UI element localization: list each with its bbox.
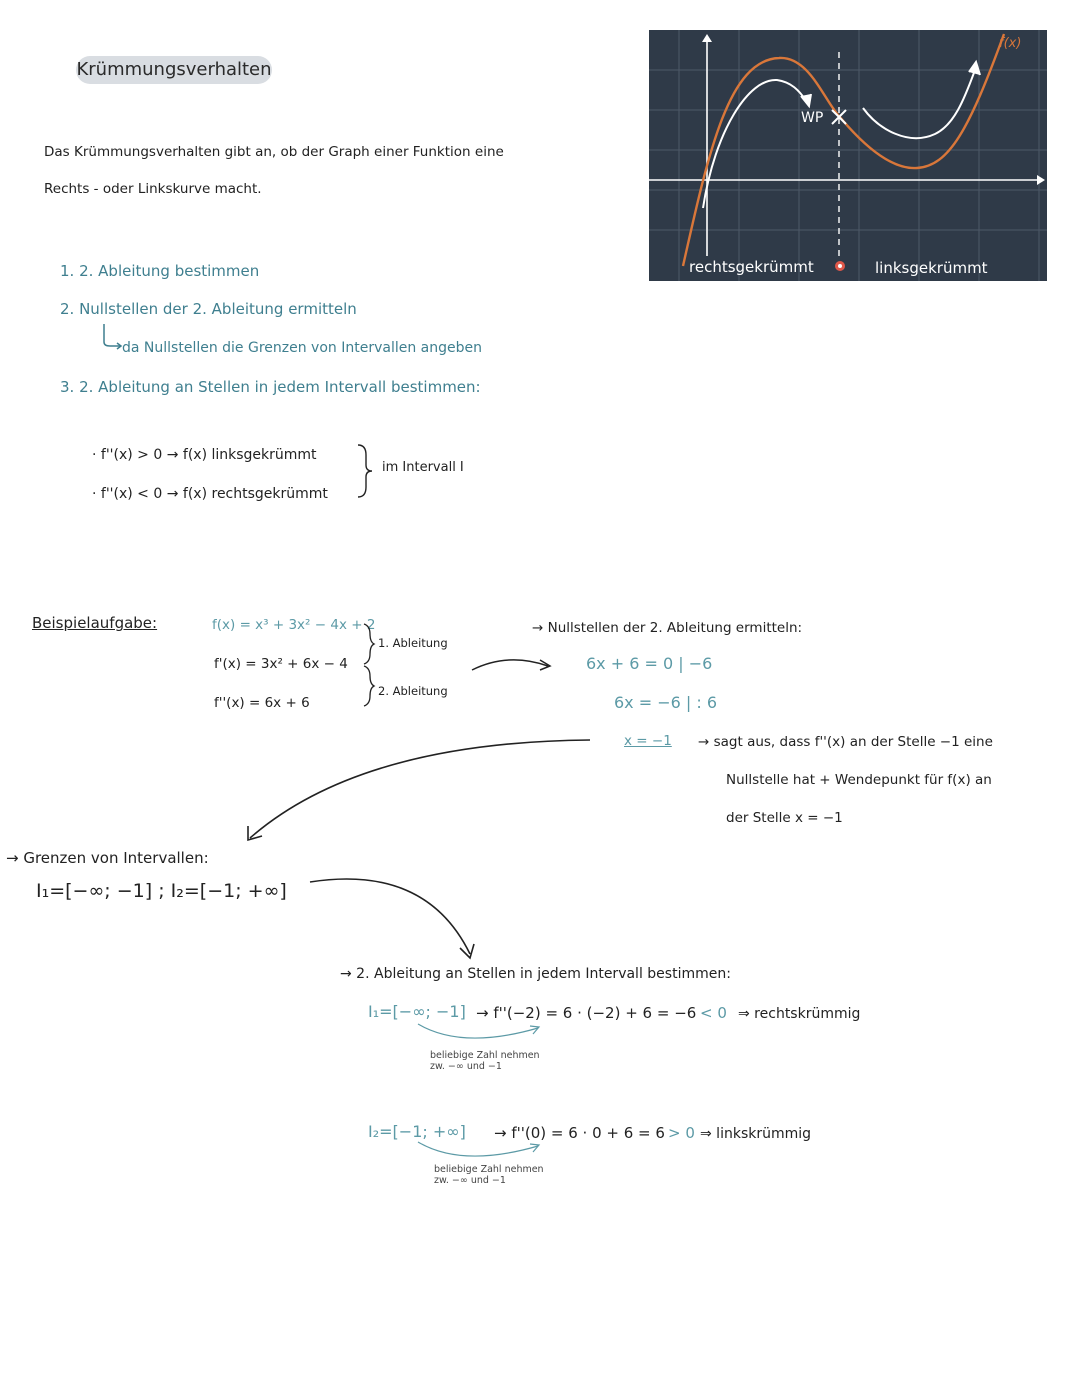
- interval-1-note-2: zw. −∞ und −1: [430, 1061, 502, 1072]
- linksgekruemmt-label: linksgekrümmt: [875, 259, 988, 277]
- explanation-3: der Stelle x = −1: [726, 810, 843, 826]
- function-f: f(x) = x³ + 3x² − 4x + 2: [212, 617, 376, 633]
- interval-label: im Intervall I: [382, 460, 464, 475]
- curvature-graph: [649, 30, 1047, 281]
- fx-label: f(x): [999, 36, 1022, 51]
- interval-1-calc: → f''(−2) = 6 · (−2) + 6 = −6: [476, 1004, 697, 1022]
- interval-1: I₁=[−∞; −1]: [368, 1002, 466, 1021]
- brace-label-1: 1. Ableitung: [378, 636, 448, 650]
- interval-2-note-1: beliebige Zahl nehmen: [434, 1164, 544, 1175]
- grenzen-intervals: I₁=[−∞; −1] ; I₂=[−1; +∞]: [36, 880, 287, 902]
- grenzen-title: → Grenzen von Intervallen:: [6, 849, 209, 867]
- null-title: → Nullstellen der 2. Ableitung ermitteln:: [532, 620, 803, 636]
- equation-2: 6x = −6 | : 6: [614, 693, 718, 712]
- arrow-icon: [468, 650, 554, 676]
- condition-negative: · f''(x) < 0 → f(x) rechtsgekrümmt: [92, 486, 328, 502]
- equation-1: 6x + 6 = 0 | −6: [586, 654, 713, 673]
- rechtsgekruemmt-label: rechtsgekrümmt: [689, 258, 814, 276]
- interval-2-sign: > 0: [668, 1124, 695, 1142]
- interval-2-note-2: zw. −∞ und −1: [434, 1175, 506, 1186]
- interval-1-note-arrow-icon: [412, 1020, 552, 1052]
- derivative-braces-icon: [362, 622, 376, 712]
- step-2: 2. Nullstellen der 2. Ableitung ermitteln: [60, 300, 357, 318]
- example-label: Beispielaufgabe:: [32, 614, 158, 632]
- page-title: Krümmungsverhalten: [76, 56, 272, 84]
- function-f2: f''(x) = 6x + 6: [214, 695, 310, 711]
- ableitung-title: → 2. Ableitung an Stellen in jedem Intervall bestimmen:: [340, 966, 731, 982]
- explanation-2: Nullstelle hat + Wendepunkt für f(x) an: [726, 772, 992, 788]
- curved-arrow-icon: [240, 730, 600, 846]
- interval-1-sign: < 0: [700, 1004, 727, 1022]
- interval-1-result: ⇒ rechtskrümmig: [738, 1006, 861, 1022]
- function-f1: f'(x) = 3x² + 6x − 4: [214, 656, 348, 672]
- step-2-sub: da Nullstellen die Grenzen von Intervallen angeben: [122, 340, 483, 356]
- wp-label: WP: [801, 110, 824, 126]
- explanation-1: → sagt aus, dass f''(x) an der Stelle −1 eine: [698, 734, 993, 750]
- interval-2-result: ⇒ linkskrümmig: [700, 1126, 812, 1142]
- curly-brace-icon: [354, 443, 374, 499]
- step-2-arrow-icon: [100, 322, 124, 352]
- equation-3: x = −1: [624, 733, 672, 749]
- step-1: 1. 2. Ableitung bestimmen: [60, 262, 260, 280]
- intro-line-1: Das Krümmungsverhalten gibt an, ob der Graph einer Funktion eine: [44, 144, 504, 160]
- curved-arrow-2-icon: [306, 870, 482, 962]
- step-3: 3. 2. Ableitung an Stellen in jedem Intervall bestimmen:: [60, 378, 481, 396]
- intro-line-2: Rechts - oder Linkskurve macht.: [44, 181, 262, 197]
- brace-label-2: 2. Ableitung: [378, 684, 448, 698]
- interval-2: I₂=[−1; +∞]: [368, 1122, 466, 1141]
- condition-positive: · f''(x) > 0 → f(x) linksgekrümmt: [92, 447, 317, 463]
- interval-2-calc: → f''(0) = 6 · 0 + 6 = 6: [494, 1124, 665, 1142]
- interval-1-note-1: beliebige Zahl nehmen: [430, 1050, 540, 1061]
